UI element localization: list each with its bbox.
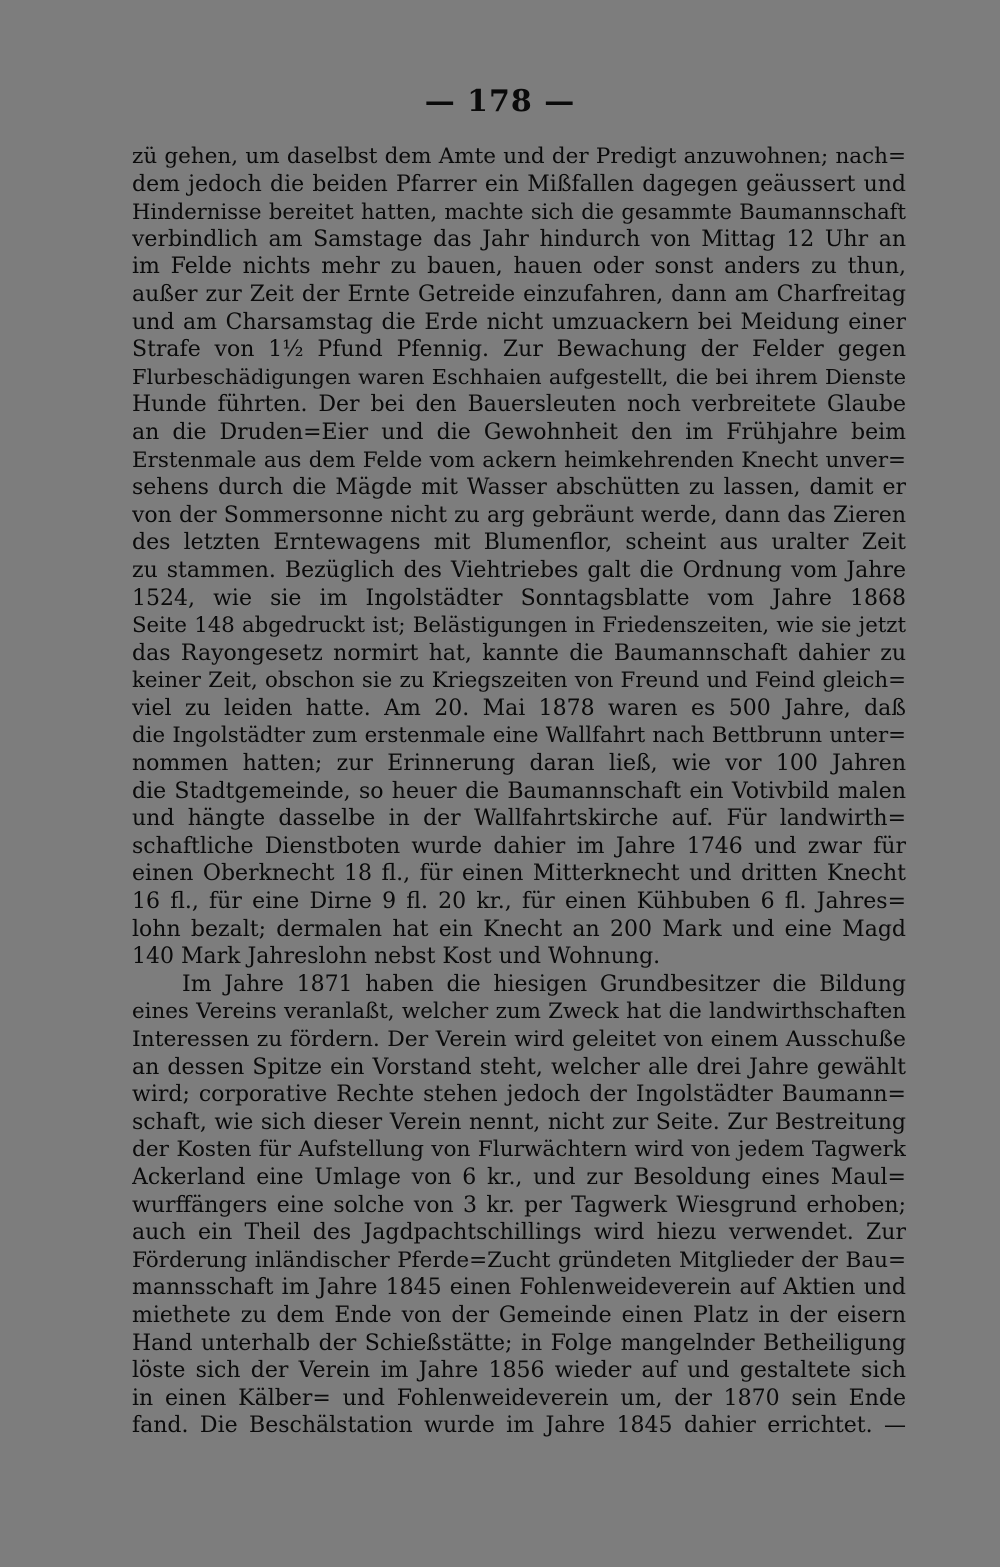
text-line: Hunde führten. Der bei den Bauersleuten noch verbreitete Glaube bbox=[132, 392, 906, 418]
text-line: 140 Mark Jahreslohn nebst Kost und Wohnung. bbox=[132, 944, 661, 970]
text-line: an dessen Spitze ein Vorstand steht, welcher alle drei Jahre gewählt bbox=[132, 1054, 906, 1080]
text-line: Hand unterhalb der Schießstätte; in Folge mangelnder Betheiligung bbox=[132, 1330, 906, 1356]
text-line: außer zur Zeit der Ernte Getreide einzufahren, dann am Charfreitag bbox=[132, 281, 906, 307]
text-line: und am Charsamstag die Erde nicht umzuackern bei Meidung einer bbox=[132, 309, 906, 335]
text-line: Hindernisse bereitet hatten, machte sich die gesammte Baumannschaft bbox=[132, 199, 906, 225]
text-line: auch ein Theil des Jagdpachtschillings wird hiezu verwendet. Zur bbox=[132, 1220, 906, 1246]
text-line: im Felde nichts mehr zu bauen, hauen oder sonst anders zu thun, bbox=[132, 254, 906, 280]
text-line: 16 fl., für eine Dirne 9 fl. 20 kr., für einen Kühbuben 6 fl. Jahres= bbox=[132, 889, 906, 915]
text-line: zu stammen. Bezüglich des Viehtriebes galt die Ordnung vom Jahre bbox=[132, 557, 906, 583]
text-line: schaft, wie sich dieser Verein nennt, nicht zur Seite. Zur Bestreitung bbox=[132, 1109, 906, 1135]
text-line: wurffängers eine solche von 3 kr. per Tagwerk Wiesgrund erhoben; bbox=[132, 1192, 906, 1218]
text-line: der Kosten für Aufstellung von Flurwächtern wird von jedem Tagwerk bbox=[132, 1137, 906, 1163]
text-line: mannsschaft im Jahre 1845 einen Fohlenweideverein auf Aktien und bbox=[132, 1275, 906, 1301]
paragraph-2 bbox=[132, 971, 906, 1440]
text-line: einen Oberknecht 18 fl., für einen Mitterknecht und dritten Knecht bbox=[132, 861, 906, 887]
text-line: eines Vereins veranlaßt, welcher zum Zweck hat die landwirthschaften bbox=[132, 999, 906, 1025]
text-line: des letzten Erntewagens mit Blumenflor, scheint aus uralter Zeit bbox=[132, 530, 906, 556]
text-line: 1524, wie sie im Ingolstädter Sonntagsblatte vom Jahre 1868 bbox=[132, 585, 906, 611]
text-line: und hängte dasselbe in der Wallfahrtskirche auf. Für landwirth= bbox=[132, 806, 906, 832]
text-line: Flurbeschädigungen waren Eschhaien aufgestellt, die bei ihrem Dienste bbox=[132, 364, 906, 389]
text-line: Förderung inländischer Pferde=Zucht gründeten Mitglieder der Bau= bbox=[132, 1247, 906, 1273]
text-line: Im Jahre 1871 haben die hiesigen Grundbesitzer die Bildung bbox=[182, 971, 906, 997]
text-line: die Stadtgemeinde, so heuer die Baumannschaft ein Votivbild malen bbox=[132, 778, 906, 804]
text-line: fand. Die Beschälstation wurde im Jahre 1845 dahier errichtet. — bbox=[132, 1413, 906, 1439]
text-line: Interessen zu fördern. Der Verein wird geleitet von einem Ausschuße bbox=[132, 1027, 906, 1052]
text-line: Strafe von 1½ Pfund Pfennig. Zur Bewachung der Felder gegen bbox=[132, 337, 906, 363]
text-line: löste sich der Verein im Jahre 1856 wieder auf und gestaltete sich bbox=[132, 1358, 906, 1384]
text-line: zü gehen, um daselbst dem Amte und der Predigt anzuwohnen; nach= bbox=[132, 144, 906, 169]
text-line: in einen Kälber= und Fohlenweideverein um, der 1870 sein Ende bbox=[132, 1385, 906, 1411]
text-line: die Ingolstädter zum erstenmale eine Wallfahrt nach Bettbrunn unter= bbox=[132, 723, 906, 749]
text-line: sehens durch die Mägde mit Wasser abschütten zu lassen, damit er bbox=[132, 475, 906, 501]
text-line: verbindlich am Samstage das Jahr hindurch von Mittag 12 Uhr an bbox=[132, 226, 906, 252]
text-line: wird; corporative Rechte stehen jedoch der Ingolstädter Baumann= bbox=[132, 1082, 906, 1108]
text-line: viel zu leiden hatte. Am 20. Mai 1878 waren es 500 Jahre, daß bbox=[132, 695, 906, 721]
page-number: — 178 — bbox=[424, 84, 576, 119]
text-line: an die Druden=Eier und die Gewohnheit den im Frühjahre beim bbox=[132, 419, 906, 445]
text-line: Erstenmale aus dem Felde vom ackern heimkehrenden Knecht unver= bbox=[132, 447, 906, 473]
text-line: lohn bezalt; dermalen hat ein Knecht an 200 Mark und eine Magd bbox=[132, 916, 906, 942]
text-line: Ackerland eine Umlage von 6 kr., und zur Besoldung eines Maul= bbox=[132, 1164, 906, 1190]
text-line: schaftliche Dienstboten wurde dahier im Jahre 1746 und zwar für bbox=[132, 833, 906, 859]
text-line: Seite 148 abgedruckt ist; Belästigungen in Friedenszeiten, wie sie jetzt bbox=[132, 613, 906, 639]
paragraph-1 bbox=[132, 143, 906, 971]
text-line: das Rayongesetz normirt hat, kannte die Baumannschaft dahier zu bbox=[132, 640, 906, 666]
text-line: miethete zu dem Ende von der Gemeinde einen Platz in der eisern bbox=[132, 1302, 906, 1328]
body-text bbox=[132, 143, 906, 1440]
text-line: keiner Zeit, obschon sie zu Kriegszeiten von Freund und Feind gleich= bbox=[132, 668, 906, 694]
text-line: von der Sommersonne nicht zu arg gebräunt werde, dann das Zieren bbox=[132, 502, 906, 528]
text-line: nommen hatten; zur Erinnerung daran ließ, wie vor 100 Jahren bbox=[132, 751, 906, 777]
text-line: dem jedoch die beiden Pfarrer ein Mißfallen dagegen geäussert und bbox=[132, 171, 906, 197]
